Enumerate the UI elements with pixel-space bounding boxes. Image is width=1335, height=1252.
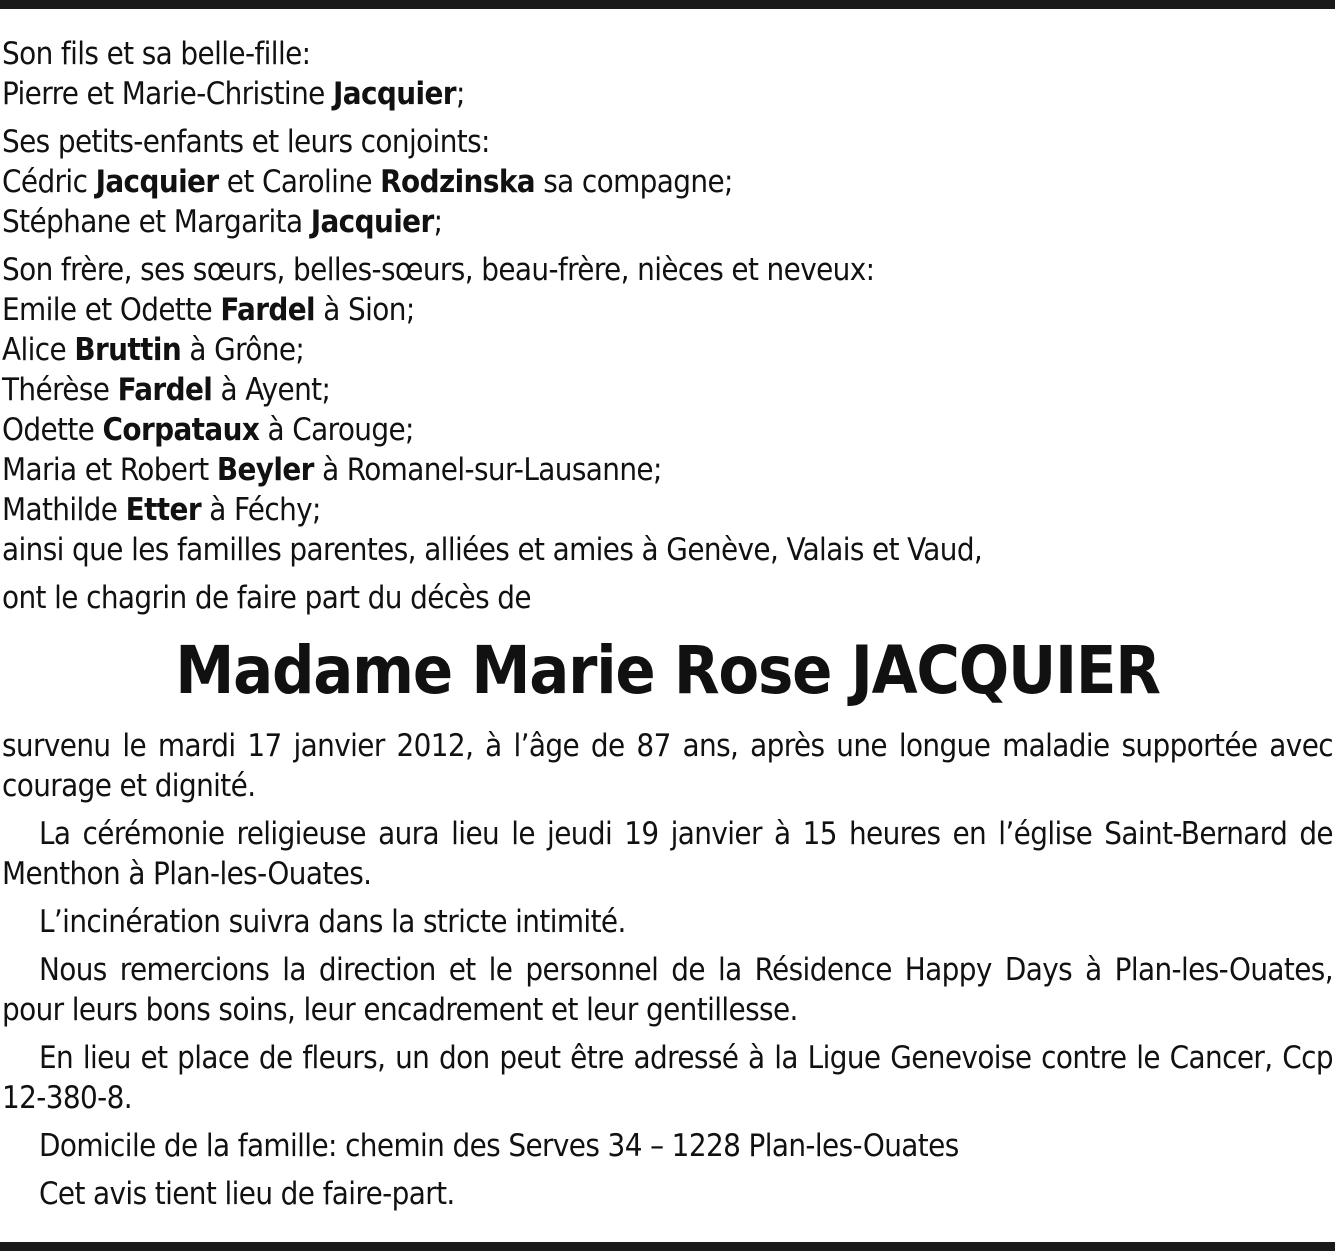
top-rule: [0, 0, 1335, 9]
sibling-line: Emile et Odette Fardel à Sion;: [2, 292, 415, 328]
surname: Beyler: [216, 452, 314, 488]
surname: Jacquier: [95, 164, 219, 200]
son-heading: Son fils et sa belle-fille:: [2, 36, 311, 72]
surname: Jacquier: [333, 76, 456, 112]
thanks-paragraph: Nous remercions la direction et le personnel de la Résidence Happy Days à Plan-les-Ouates, pour leurs bons soins, leur encadrement et leur gentillesse.: [2, 952, 1333, 1028]
surname: Etter: [125, 492, 202, 528]
sibling-line: Odette Corpataux à Carouge;: [2, 412, 414, 448]
siblings-group: [2, 250, 1333, 570]
surname: Rodzinska: [380, 164, 535, 200]
surname: Corpataux: [102, 412, 260, 448]
sibling-line: Maria et Robert Beyler à Romanel-sur-Lausanne;: [2, 452, 662, 488]
surname: Fardel: [220, 292, 316, 328]
sibling-line: Mathilde Etter à Féchy;: [2, 492, 321, 528]
sibling-line: Thérèse Fardel à Ayent;: [2, 372, 331, 408]
closing-line: Cet avis tient lieu de faire-part.: [39, 1176, 455, 1212]
announcement-line: ont le chagrin de faire part du décès de: [2, 580, 531, 616]
death-info: survenu le mardi 17 janvier 2012, à l’âge de 87 ans, après une longue maladie supportée avec courage et dignité.: [2, 728, 1333, 804]
grandchild-line: Cédric Jacquier et Caroline Rodzinska sa compagne;: [2, 164, 733, 200]
grandchildren-heading: Ses petits-enfants et leurs conjoints:: [2, 124, 490, 160]
son-group: [2, 34, 1333, 114]
son-line: Pierre et Marie-Christine Jacquier;: [2, 76, 465, 112]
ceremony-info: La cérémonie religieuse aura lieu le jeudi 19 janvier à 15 heures en l’église Saint-Bernard de Menthon à Plan-les-Ouates.: [2, 816, 1333, 892]
donation-paragraph: En lieu et place de fleurs, un don peut être adressé à la Ligue Genevoise contre le Cancer, Ccp 12-380-8.: [2, 1040, 1333, 1116]
bottom-rule: [0, 1242, 1335, 1251]
relatives-line: ainsi que les familles parentes, alliées et amies à Genève, Valais et Vaud,: [2, 532, 983, 568]
sibling-line: Alice Bruttin à Grône;: [2, 332, 305, 368]
deceased-name: Madame Marie Rose JACQUIER: [175, 632, 1160, 709]
announcement-group: [2, 578, 1333, 618]
grandchild-line: Stéphane et Margarita Jacquier;: [2, 204, 443, 240]
surname: Fardel: [117, 372, 213, 408]
surname: Jacquier: [310, 204, 434, 240]
cremation-info: L’incinération suivra dans la stricte intimité.: [39, 904, 626, 940]
grandchildren-group: [2, 122, 1333, 242]
domicile-line: Domicile de la famille: chemin des Serves 34 – 1228 Plan-les-Ouates: [39, 1128, 959, 1164]
obituary-notice: [2, 34, 1333, 1222]
siblings-heading: Son frère, ses sœurs, belles-sœurs, beau-frère, nièces et neveux:: [2, 252, 875, 288]
surname: Bruttin: [74, 332, 182, 368]
